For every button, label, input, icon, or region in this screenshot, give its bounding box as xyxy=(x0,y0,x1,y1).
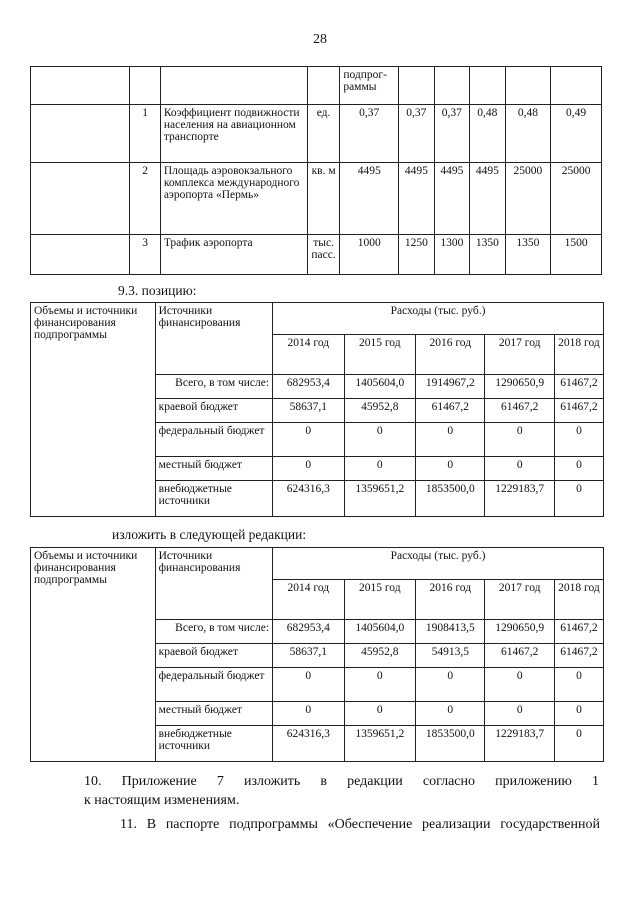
table-cell: 61467,2 xyxy=(485,399,554,423)
table-cell: 1350 xyxy=(505,235,551,275)
row-number: 1 xyxy=(130,105,160,163)
paragraph-10: 10. Приложение 7 изложить в редакции согласно приложению 1 xyxy=(84,774,599,789)
table-cell: 0 xyxy=(554,481,603,517)
expenses-header: Расходы (тыс. руб.) xyxy=(273,548,604,580)
table-cell: 1853500,0 xyxy=(416,726,485,762)
table-cell: 4495 xyxy=(434,163,469,235)
source-name: местный бюджет xyxy=(155,702,272,726)
year-header: 2016 год xyxy=(416,580,485,620)
table-cell: 58637,1 xyxy=(273,644,344,668)
table-cell: 624316,3 xyxy=(273,481,344,517)
table-cell: 1914967,2 xyxy=(416,375,485,399)
table-cell: 0 xyxy=(485,423,554,457)
year-header: 2018 год xyxy=(554,580,603,620)
table-cell: 0 xyxy=(554,702,603,726)
table-cell: 0 xyxy=(273,668,344,702)
source-name: Всего, в том числе: xyxy=(155,375,272,399)
year-header: 2017 год xyxy=(485,335,554,375)
table-cell: 0,37 xyxy=(434,105,469,163)
table-cell: 1229183,7 xyxy=(485,481,554,517)
table-cell: 1300 xyxy=(434,235,469,275)
table-cell: 1359651,2 xyxy=(344,481,415,517)
table-row xyxy=(31,105,602,163)
table-cell: 0,48 xyxy=(470,105,505,163)
year-header: 2015 год xyxy=(344,580,415,620)
table-row xyxy=(31,163,602,235)
indicators-table xyxy=(30,66,602,275)
table-cell: 1290650,9 xyxy=(485,375,554,399)
year-header: 2018 год xyxy=(554,335,603,375)
table-cell: 0 xyxy=(416,668,485,702)
table-cell: 1405604,0 xyxy=(344,620,415,644)
table-row xyxy=(31,235,602,275)
year-header: 2015 год xyxy=(344,335,415,375)
section-label: 9.3. позицию: xyxy=(118,283,197,298)
year-header: 2014 год xyxy=(273,335,344,375)
table-cell: 0,49 xyxy=(551,105,602,163)
indicator-name: Площадь аэровокзального комплекса международного аэропорта «Пермь» xyxy=(160,163,307,235)
table-cell: 0 xyxy=(416,702,485,726)
year-header: 2017 год xyxy=(485,580,554,620)
table-cell: 61467,2 xyxy=(554,644,603,668)
indicator-name: Коэффициент подвижности населения на авиационном транспорте xyxy=(160,105,307,163)
table-cell: 54913,5 xyxy=(416,644,485,668)
table-cell: 45952,8 xyxy=(344,399,415,423)
table-cell: 4495 xyxy=(340,163,399,235)
table-cell: 1853500,0 xyxy=(416,481,485,517)
table-cell: 0 xyxy=(416,423,485,457)
source-name: краевой бюджет xyxy=(155,644,272,668)
table-cell: 25000 xyxy=(505,163,551,235)
table-cell: 0 xyxy=(344,457,415,481)
table-cell: 0 xyxy=(554,668,603,702)
source-name: Всего, в том числе: xyxy=(155,620,272,644)
table-cell: 0 xyxy=(554,726,603,762)
table-cell: 1229183,7 xyxy=(485,726,554,762)
table-cell: 58637,1 xyxy=(273,399,344,423)
table-cell: 0 xyxy=(344,668,415,702)
table-row xyxy=(31,67,602,105)
paragraph-11: 11. В паспорте подпрограммы «Обеспечение реализации государственной xyxy=(120,817,600,832)
table-cell: 0 xyxy=(485,702,554,726)
table-cell: 61467,2 xyxy=(554,620,603,644)
table-cell: 0,37 xyxy=(340,105,399,163)
expenses-header: Расходы (тыс. руб.) xyxy=(273,303,604,335)
table-cell: 1405604,0 xyxy=(344,375,415,399)
financing-table-new xyxy=(30,547,604,762)
table-cell: 1500 xyxy=(551,235,602,275)
table-cell: 1290650,9 xyxy=(485,620,554,644)
table-cell: 61467,2 xyxy=(554,375,603,399)
table-row xyxy=(31,548,604,580)
indicator-unit: ед. xyxy=(307,105,339,163)
year-header: 2016 год xyxy=(416,335,485,375)
table-cell: 61467,2 xyxy=(554,399,603,423)
table-cell: 25000 xyxy=(551,163,602,235)
paragraph-10-continued: к настоящим изменениям. xyxy=(84,793,240,808)
source-name: краевой бюджет xyxy=(155,399,272,423)
section-label: изложить в следующей редакции: xyxy=(112,527,307,542)
sources-header: Источники финансирования xyxy=(155,303,272,375)
table-cell: 0 xyxy=(554,423,603,457)
table-row xyxy=(31,303,604,335)
indicator-name: Трафик аэропорта xyxy=(160,235,307,275)
table-cell: 682953,4 xyxy=(273,375,344,399)
table-cell: 45952,8 xyxy=(344,644,415,668)
source-name: федеральный бюджет xyxy=(155,423,272,457)
table-cell: 682953,4 xyxy=(273,620,344,644)
table-cell: 0 xyxy=(344,423,415,457)
table-cell: 4495 xyxy=(399,163,434,235)
table-cell: 1000 xyxy=(340,235,399,275)
financing-table-old xyxy=(30,302,604,517)
table-header-cell: подпрог- раммы xyxy=(340,67,399,105)
table-cell: 0,37 xyxy=(399,105,434,163)
indicator-unit: тыс. пасс. xyxy=(307,235,339,275)
table-cell: 4495 xyxy=(470,163,505,235)
financing-label: Объемы и источники финансирования подпрограммы xyxy=(31,548,156,762)
table-cell: 0 xyxy=(273,702,344,726)
table-cell: 0 xyxy=(485,457,554,481)
table-cell: 0,48 xyxy=(505,105,551,163)
table-cell: 0 xyxy=(273,423,344,457)
table-cell: 0 xyxy=(344,702,415,726)
financing-label: Объемы и источники финансирования подпрограммы xyxy=(31,303,156,517)
page-number: 28 xyxy=(313,32,327,47)
table-cell: 0 xyxy=(416,457,485,481)
indicator-unit: кв. м xyxy=(307,163,339,235)
table-cell: 0 xyxy=(485,668,554,702)
table-cell: 1359651,2 xyxy=(344,726,415,762)
source-name: внебюджетные источники xyxy=(155,726,272,762)
table-cell: 624316,3 xyxy=(273,726,344,762)
table-cell: 1250 xyxy=(399,235,434,275)
table-cell: 0 xyxy=(273,457,344,481)
row-number: 2 xyxy=(130,163,160,235)
sources-header: Источники финансирования xyxy=(155,548,272,620)
table-cell: 61467,2 xyxy=(485,644,554,668)
source-name: местный бюджет xyxy=(155,457,272,481)
table-cell: 0 xyxy=(554,457,603,481)
table-cell: 1350 xyxy=(470,235,505,275)
table-cell: 61467,2 xyxy=(416,399,485,423)
table-cell: 1908413,5 xyxy=(416,620,485,644)
source-name: внебюджетные источники xyxy=(155,481,272,517)
row-number: 3 xyxy=(130,235,160,275)
year-header: 2014 год xyxy=(273,580,344,620)
source-name: федеральный бюджет xyxy=(155,668,272,702)
